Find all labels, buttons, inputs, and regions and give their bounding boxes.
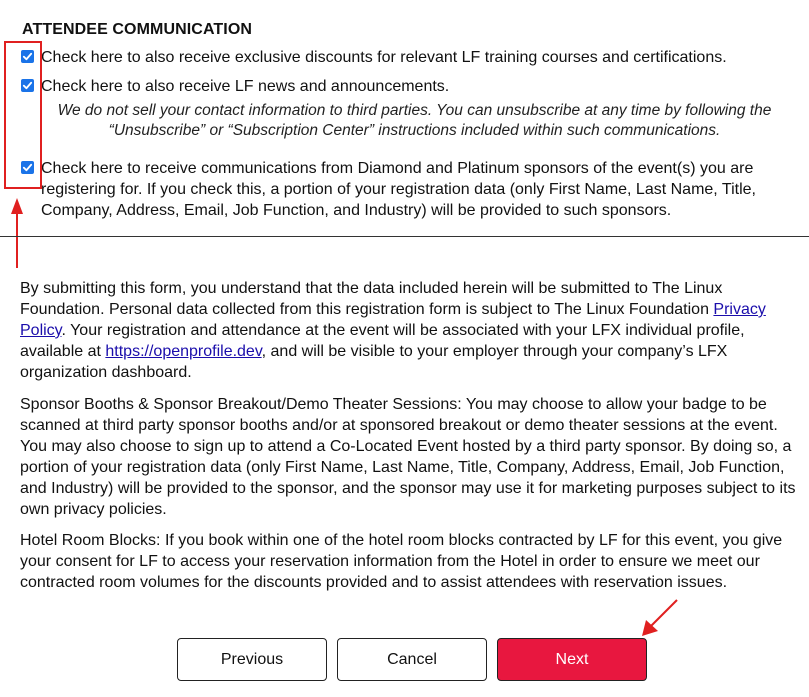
data-submission-paragraph: [20, 278, 800, 383]
p1-text-end: , and will be visible to your employer through your company’s LFX organization dashboard.: [20, 343, 728, 381]
hotel-room-blocks-paragraph: Hotel Room Blocks: If you book within one of the hotel room blocks contracted by LF for this event, you give your consent for LF to access your reservation information from the Hotel in order to ensure we meet our contracted room volumes for the discounts provided and to assist attendees with reservation issues.: [20, 532, 783, 591]
privacy-notice: [42, 101, 787, 141]
openprofile-link[interactable]: https://openprofile.dev: [105, 343, 262, 360]
notice-line-1: We do not sell your contact information to third parties. You can unsubscribe at any time by following the: [57, 102, 772, 119]
annotation-highlight-box: [4, 41, 42, 189]
annotation-arrow-up-icon: [6, 196, 28, 270]
annotation-arrow-down-left-icon: [638, 596, 682, 640]
section-divider: [0, 236, 809, 237]
sponsor-booths-paragraph: Sponsor Booths & Sponsor Breakout/Demo Theater Sessions: You may choose to allow your badge to be scanned at third party sponsor booths and/or at sponsored breakout or demo theater sessions at the event. You may also choose to sign up to attend a Co-Located Event hosted by a third party sponsor. By doing so, a portion of your registration data (only First Name, Last Name, Title, Company, Address, Email, Job Function, and Industry) will be provided to the sponsor, and the sponsor may use it for marketing purposes subject to its own privacy policies.: [20, 396, 796, 518]
notice-line-2: “Unsubscribe” or “Subscription Center” instructions included within such communications.: [108, 122, 721, 139]
cancel-button[interactable]: Cancel: [337, 638, 487, 681]
p1-text-start: By submitting this form, you understand that the data included herein will be submitted to The Linux Foundation. Personal data collected from this registration form is subject to The Linux Foundation: [20, 280, 723, 318]
next-button[interactable]: Next: [497, 638, 647, 681]
p1-text-mid: . Your registration and attendance at the event will be associated with your LFX individual profile, available at: [20, 322, 745, 360]
privacy-policy-link[interactable]: Privacy Policy: [20, 301, 766, 339]
section-title: ATTENDEE COMMUNICATION: [22, 21, 253, 38]
previous-button[interactable]: Previous: [177, 638, 327, 681]
news-label: Check here to also receive LF news and announcements.: [41, 78, 450, 95]
training-label: Check here to also receive exclusive discounts for relevant LF training courses and certifications.: [41, 49, 727, 66]
sponsors-label: Check here to receive communications from Diamond and Platinum sponsors of the event(s) you are registering for. If you check this, a portion of your registration data (only First Name, Last Name, Title, Company, Address, Email, Job Function, and Industry) will be provided to such sponsors.: [41, 160, 756, 219]
